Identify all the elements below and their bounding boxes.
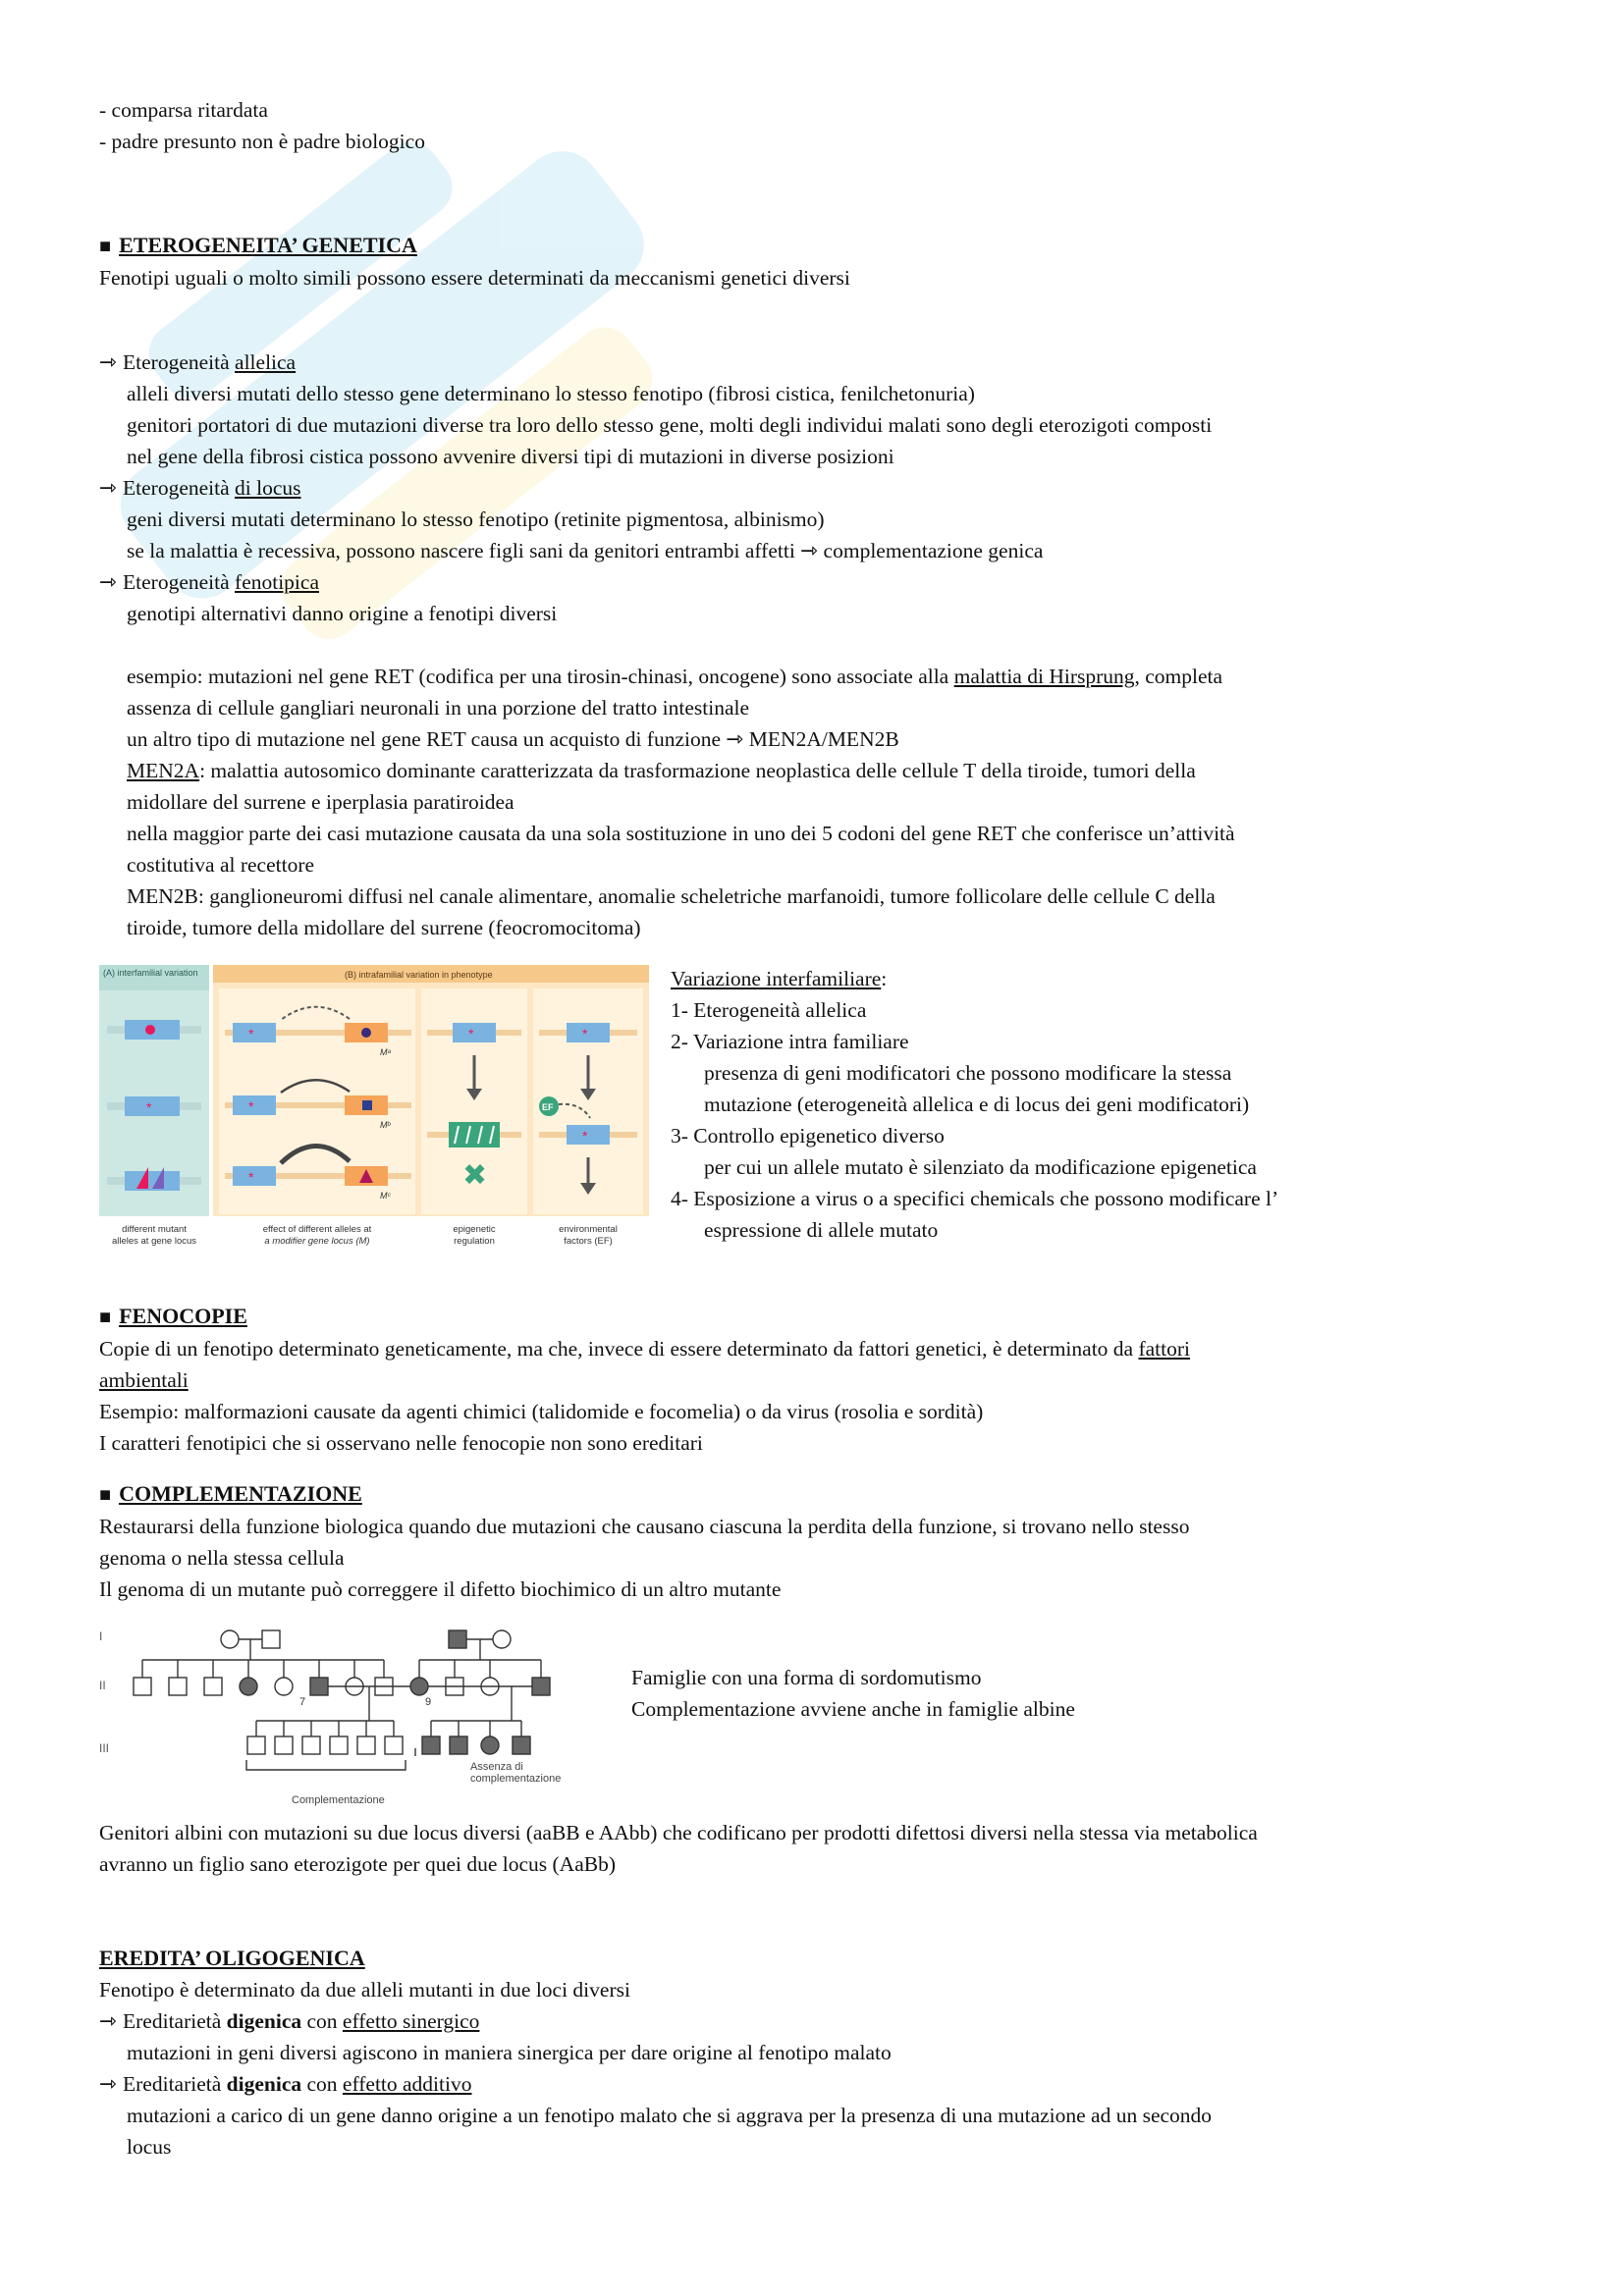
caption: different mutant xyxy=(122,1224,187,1235)
pedigree-gen3-left xyxy=(247,1721,403,1754)
intro-line: - padre presunto non è padre biologico xyxy=(99,130,425,153)
pedigree-female xyxy=(221,1630,239,1648)
text-line: mutazioni a carico di un gene danno origine a un fenotipo malato che si aggrava per la presenza di una mutazione ad un secondo xyxy=(127,2104,1213,2127)
pedigree-note: Assenza di xyxy=(470,1761,523,1773)
svg-text:EF: EF xyxy=(542,1102,554,1112)
bullet-icon: ■ xyxy=(99,1307,112,1328)
arrow-icon: ⇾ xyxy=(99,2072,118,2096)
arrow-icon: ⇾ xyxy=(99,570,118,594)
svg-text:*: * xyxy=(248,1098,254,1114)
arrow-icon: ⇾ xyxy=(99,476,118,500)
caption: environmental xyxy=(559,1224,618,1235)
pedigree-note: Complementazione xyxy=(292,1794,385,1806)
section-heading-fenocopie xyxy=(99,1301,1533,1333)
list-item: 4- Esposizione a virus o a specifici chemicals che possono modificare l’ xyxy=(671,1187,1279,1210)
term-allelica: allelica xyxy=(235,350,297,374)
text-line: genotipi alternativi danno origine a fenotipi diversi xyxy=(127,602,558,625)
term-men2a: MEN2A xyxy=(127,759,200,782)
text-line: avranno un figlio sano eterozigote per quei due locus (AaBb) xyxy=(99,1852,616,1876)
section-heading-oligogenica xyxy=(99,1943,1533,1974)
arrow-icon: ⇾ xyxy=(99,350,118,374)
pedigree-gen3-right xyxy=(422,1721,530,1754)
text-line: Il genoma di un mutante può correggere il difetto biochimico di un altro mutante xyxy=(99,1577,782,1601)
text-line: midollare del surrene e iperplasia paratiroidea xyxy=(127,790,514,814)
subsection-additivo: ⇾ Ereditarietà digenica con effetto additivo xyxy=(99,2072,472,2096)
list-item-detail: espressione di allele mutato xyxy=(704,1218,939,1242)
definition-text: Fenotipi uguali o molto simili possono essere determinati da meccanismi genetici diversi xyxy=(99,266,850,290)
intro-line: - comparsa ritardata xyxy=(99,98,268,122)
pedigree-figure xyxy=(99,1627,610,1809)
pedigree-male xyxy=(449,1630,466,1648)
list-item: 2- Variazione intra familiare xyxy=(671,1030,909,1053)
text-line: alleli diversi mutati dello stesso gene determinano lo stesso fenotipo (fibrosi cistica, fenilchetonuria) xyxy=(127,382,975,405)
svg-text:*: * xyxy=(248,1026,254,1041)
term-fenotipica: fenotipica xyxy=(235,570,319,594)
svg-text:Mᵇ: Mᵇ xyxy=(380,1120,391,1130)
text-line: Complementazione avviene anche in famiglie albine xyxy=(631,1697,1075,1721)
subsection-fenotipica: ⇾ Eterogeneità fenotipica xyxy=(99,570,319,594)
panel-b-title: (B) intrafamilial variation in phenotype xyxy=(345,970,493,980)
subsection-allelica: ⇾ Eterogeneità allelica xyxy=(99,350,297,374)
heading-text: FENOCOPIE xyxy=(119,1304,247,1328)
text-line: MEN2B: ganglioneuromi diffusi nel canale alimentare, anomalie scheletriche marfanoidi, tumore follicolare delle cellule C della xyxy=(127,884,1216,908)
text-line: Famiglie con una forma di sordomutismo xyxy=(631,1666,982,1689)
text-line: genoma o nella stessa cellula xyxy=(99,1546,345,1570)
arrow-icon: ⇾ xyxy=(99,2009,118,2033)
individual-number: 7 xyxy=(299,1696,306,1708)
text-line: Esempio: malformazioni causate da agenti chimici (talidomide e focomelia) o da virus (rosolia e sordità) xyxy=(99,1400,984,1423)
caption: alleles at gene locus xyxy=(111,1236,197,1247)
variation-list xyxy=(671,963,1476,1254)
pedigree-description xyxy=(631,1627,1075,1809)
men2a-line: MEN2A: malattia autosomico dominante caratterizzata da trasformazione neoplastica delle cellule T della tiroide, tumori della xyxy=(127,759,1196,782)
caption: regulation xyxy=(454,1236,495,1247)
text-line: genitori portatori di due mutazioni diverse tra loro dello stesso gene, molti degli individui malati sono degli eterozigoti composti xyxy=(127,413,1213,437)
subsection-locus: ⇾ Eterogeneità di locus xyxy=(99,476,301,500)
svg-text:Mᵃ: Mᵃ xyxy=(380,1047,391,1057)
term-locus: di locus xyxy=(235,476,301,500)
generation-label: I xyxy=(99,1629,103,1643)
svg-text:*: * xyxy=(146,1099,152,1115)
individual-number: 9 xyxy=(425,1696,432,1708)
svg-text:*: * xyxy=(248,1169,254,1185)
svg-text:✖: ✖ xyxy=(462,1159,488,1192)
panel-a-title: (A) interfamilial variation xyxy=(103,968,198,978)
caption: epigenetic xyxy=(453,1224,496,1235)
subsection-sinergico: ⇾ Ereditarietà digenica con effetto sinergico xyxy=(99,2009,480,2033)
bullet-icon: ■ xyxy=(99,1484,112,1506)
bullet-icon: ■ xyxy=(99,236,112,257)
variation-figure xyxy=(99,965,649,1254)
generation-label: III xyxy=(99,1741,110,1755)
text-line: se la malattia è recessiva, possono nascere figli sani da genitori entrambi affetti ⇾ complementazione genica xyxy=(127,539,1044,562)
text-line: Restaurarsi della funzione biologica quando due mutazioni che causano ciascuna la perdita della funzione, si trovano nello stesso xyxy=(99,1515,1190,1538)
caption: factors (EF) xyxy=(564,1236,613,1247)
heading-text: EREDITA’ OLIGOGENICA xyxy=(99,1946,365,1970)
text-line: Copie di un fenotipo determinato geneticamente, ma che, invece di essere determinato da fattori genetici, è determinato da fattori xyxy=(99,1337,1191,1361)
list-item: 3- Controllo epigenetico diverso xyxy=(671,1124,945,1148)
text-line: un altro tipo di mutazione nel gene RET causa un acquisto di funzione ⇾ MEN2A/MEN2B xyxy=(127,727,899,751)
pedigree-section xyxy=(99,1627,1533,1809)
caption: a modifier gene locus (M) xyxy=(264,1236,370,1247)
generation-label: II xyxy=(99,1679,106,1692)
example-line: esempio: mutazioni nel gene RET (codifica per una tirosin-chinasi, oncogene) sono associate alla malattia di Hirsprung, completa xyxy=(127,665,1223,688)
text-line: locus xyxy=(127,2135,172,2159)
variation-title: Variazione interfamiliare: xyxy=(671,967,888,990)
caption: effect of different alleles at xyxy=(262,1224,372,1235)
svg-text:Mᶜ: Mᶜ xyxy=(380,1191,391,1201)
text-line: Fenotipo è determinato da due alleli mutanti in due loci diversi xyxy=(99,1978,630,2002)
text-line: costitutiva al recettore xyxy=(127,853,315,877)
list-item: 1- Eterogeneità allelica xyxy=(671,998,867,1022)
text-line: nel gene della fibrosi cistica possono avvenire diversi tipi di mutazioni in diverse posizioni xyxy=(127,445,894,468)
pedigree-female xyxy=(493,1630,511,1648)
text-line: mutazioni in geni diversi agiscono in maniera sinergica per dare origine al fenotipo malato xyxy=(127,2041,892,2064)
pedigree-note: complementazione xyxy=(470,1773,562,1785)
section-heading-complementazione xyxy=(99,1478,1533,1511)
list-item-detail: per cui un allele mutato è silenziato da modificazione epigenetica xyxy=(704,1155,1257,1179)
term-hirsprung: malattia di Hirsprung xyxy=(953,665,1135,688)
text-line: tiroide, tumore della midollare del surrene (feocromocitoma) xyxy=(127,916,641,939)
text-line: assenza di cellule gangliari neuronali in una porzione del tratto intestinale xyxy=(127,696,750,720)
list-item-detail: presenza di geni modificatori che possono modificare la stessa xyxy=(704,1061,1232,1085)
text-line: Genitori albini con mutazioni su due locus diversi (aaBB e AAbb) che codificano per prodotti difettosi diversi nella stessa via metabolica xyxy=(99,1821,1258,1844)
svg-text:*: * xyxy=(582,1128,588,1144)
heading-text: ETEROGENEITA’ GENETICA xyxy=(119,233,417,257)
pedigree-male xyxy=(262,1630,280,1648)
text-line: ambientali xyxy=(99,1368,189,1392)
section-heading-eterogeneita xyxy=(99,230,1533,262)
pedigree-gen2-right xyxy=(410,1660,550,1695)
text-line: I caratteri fenotipici che si osservano nelle fenocopie non sono ereditari xyxy=(99,1431,703,1455)
variation-section xyxy=(99,963,1533,1254)
pedigree-gen2-left xyxy=(134,1660,393,1695)
svg-text:*: * xyxy=(468,1026,474,1041)
text-line: geni diversi mutati determinano lo stesso fenotipo (retinite pigmentosa, albinismo) xyxy=(127,507,825,531)
list-item-detail: mutazione (eterogeneità allelica e di locus dei geni modificatori) xyxy=(704,1093,1250,1116)
heading-text: COMPLEMENTAZIONE xyxy=(119,1481,362,1506)
svg-text:*: * xyxy=(582,1026,588,1041)
text-line: nella maggior parte dei casi mutazione causata da una sola sostituzione in uno dei 5 codoni del gene RET che conferisce un’attività xyxy=(127,822,1235,845)
